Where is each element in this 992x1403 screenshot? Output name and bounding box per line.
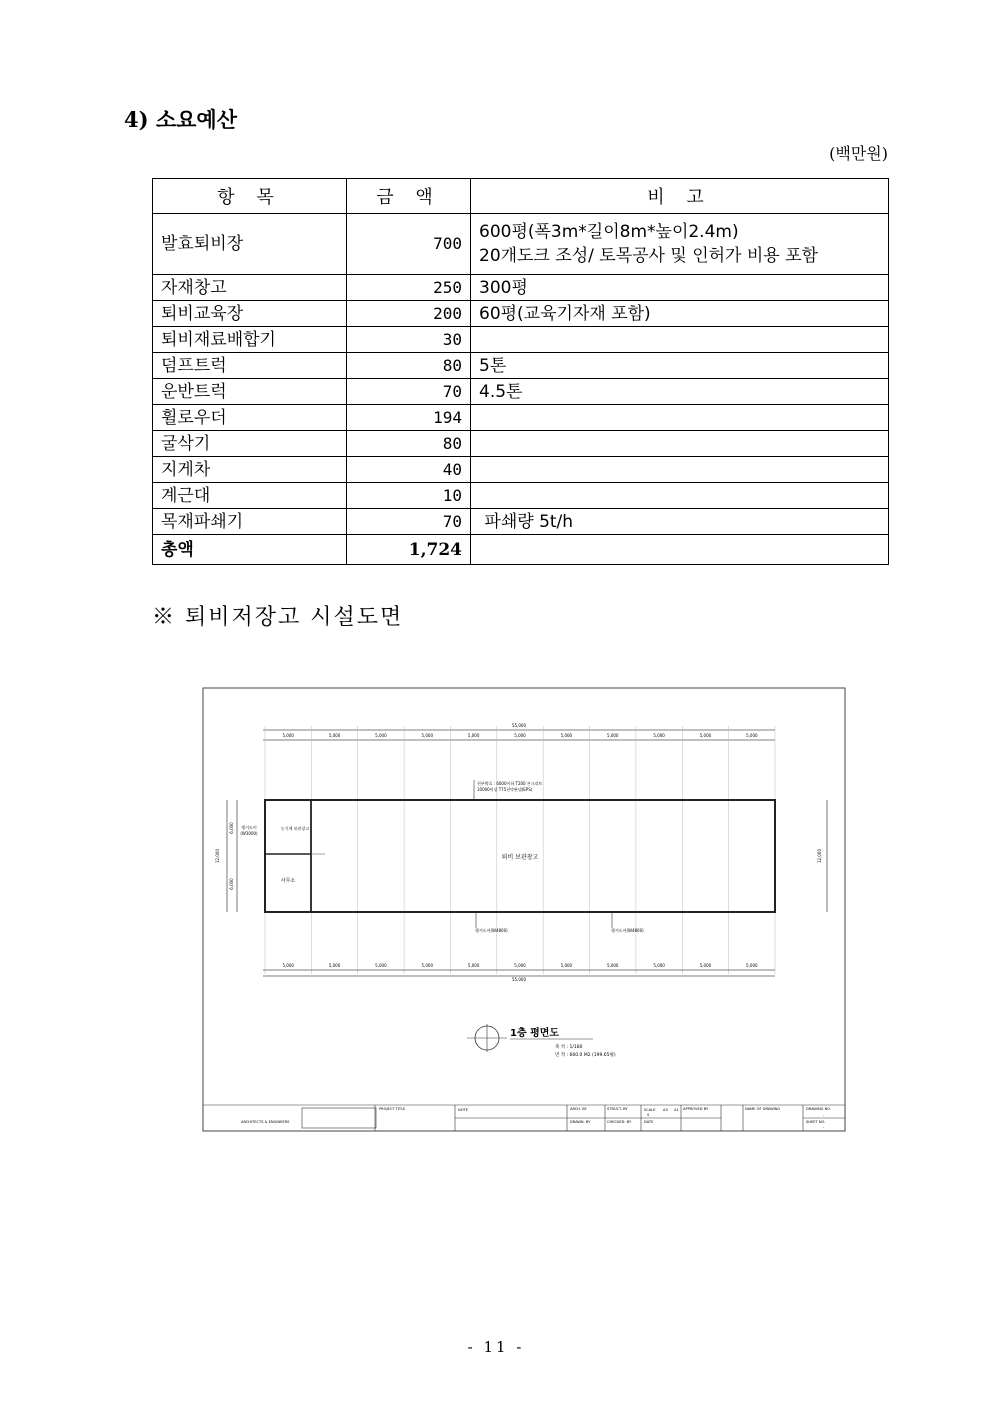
table-row [153,509,889,535]
tb-approved: APPROVED BY [683,1107,709,1111]
grid-lines [265,726,775,974]
bottom-bay-labels [282,963,758,968]
drawing-section-title: ※ 퇴비저장고 시설도면 [152,605,404,630]
bay-dim-label: 5,000 [467,733,480,738]
tb-s: S [647,1113,650,1117]
table-row [153,214,889,275]
bay-dim-label: 5,000 [328,733,341,738]
bay-dim-label: 5,000 [282,963,294,968]
bay-dim-label: 5,000 [746,733,758,738]
top-bay-labels [282,733,758,738]
left-side-dim: 12,000 [215,849,220,863]
bay-dim-label: 5,000 [421,733,433,738]
top-total-dim: 55,000 [512,723,526,728]
bottom-total-dim: 55,000 [512,977,526,982]
item-cell: 목재파쇄기 [153,509,347,535]
tb-a3: A3 [663,1108,668,1112]
bay-dim-label: 5,000 [514,733,526,738]
item-cell: 발효퇴비장 [153,214,347,275]
table-row [153,431,889,457]
bay-dim-label: 5,000 [607,733,619,738]
bay-dim-label: 5,000 [421,963,433,968]
total-note [471,535,889,565]
tb-scale: SCALE [644,1108,656,1112]
bay-dim-label: 5,000 [746,963,758,968]
bay-dim-label: 5,000 [467,963,480,968]
bay-dim-label: 5,000 [560,733,573,738]
bay-dim-label: 5,000 [514,963,526,968]
header-note: 비 고 [471,179,889,214]
bay-dim-label: 5,000 [699,733,712,738]
tb-name: NAME OF DRAWING [745,1107,781,1111]
tb-project: PROJECT TITLE [379,1107,406,1111]
note-cell [471,431,889,457]
table-header-row [153,179,889,214]
roof-note-1: 천부박료 : 6000이하 T200 콘크리트 [477,781,543,786]
table-row [153,457,889,483]
budget-table [152,178,889,565]
tb-arch: ARCH. BY [570,1107,587,1111]
bay-dim-label: 5,000 [699,963,712,968]
note-cell [471,327,889,353]
tb-sheet: SHEET NO. [806,1120,826,1124]
note-cell [471,483,889,509]
left-half-dim-1: 6,000 [229,822,234,834]
table-row [153,301,889,327]
left-half-dim-2: 6,000 [229,878,234,890]
table-row [153,405,889,431]
bay-dim-label: 5,000 [375,733,387,738]
roof-note-2: 10000이상 T75천막판넬(EPS) [477,787,533,792]
amount-cell: 30 [347,327,471,353]
right-side-dim: 12,000 [817,849,822,863]
item-cell: 자재창고 [153,275,347,301]
tb-dash-1: - [823,1113,825,1117]
tb-date: DATE [644,1120,654,1124]
section-heading: 4) 소요예산 [124,107,238,132]
bay-dim-label: 5,000 [653,733,665,738]
note-cell: 파쇄량 5t/h [471,509,889,535]
plan-scale: 축 척 : 1/180 [555,1045,583,1050]
note-cell: 300평 [471,275,889,301]
note-cell [471,214,889,275]
amount-cell: 10 [347,483,471,509]
table-row [153,353,889,379]
note-cell: 4.5톤 [471,379,889,405]
amount-cell: 70 [347,509,471,535]
note-cell [471,457,889,483]
unit-label: (백만원) [829,144,888,163]
amount-cell: 250 [347,275,471,301]
plan-title: 1층 평면도 [510,1028,560,1039]
note-line-2: 20개도크 조성/ 토목공사 및 인허가 비용 포함 [479,246,818,266]
amount-cell: 700 [347,214,471,275]
note-cell: 5톤 [471,353,889,379]
main-hall-label: 퇴비 보관창고 [501,854,539,861]
item-cell: 퇴비교육장 [153,301,347,327]
table-row [153,275,889,301]
table-row [153,327,889,353]
bottom-door-2: 행거도어(W4800) [611,928,644,933]
amount-cell: 40 [347,457,471,483]
tb-a1: A1 [674,1108,679,1112]
room-storage-label: 농기계 보관창고 [280,826,310,831]
amount-cell: 200 [347,301,471,327]
left-door-label: 행거도어 [241,825,257,830]
item-cell: 휠로우더 [153,405,347,431]
bay-dim-label: 5,000 [375,963,387,968]
total-row [153,535,889,565]
header-item: 항 목 [153,179,347,214]
floor-plan-drawing [175,656,847,1134]
item-cell: 지게차 [153,457,347,483]
page-number: - 11 - [467,1338,525,1356]
bay-dim-label: 5,000 [282,733,294,738]
left-door-size: (W3000) [240,831,258,836]
amount-cell: 194 [347,405,471,431]
tb-struct: STRUCT. BY [607,1107,628,1111]
note-cell: 60평(교육기자재 포함) [471,301,889,327]
tb-drawing-no: DRAWING NO. [806,1107,832,1111]
bay-dim-label: 5,000 [328,963,341,968]
item-cell: 계근대 [153,483,347,509]
room-office-label: 사무소 [280,878,296,884]
tb-firm: ARCHITECTS & ENGINEERS [241,1120,290,1124]
sheet-border [203,688,845,1131]
note-line-1: 600평(폭3m*길이8m*높이2.4m) [479,222,739,242]
amount-cell: 70 [347,379,471,405]
tb-note: NOTE [458,1108,468,1112]
header-amount: 금 액 [347,179,471,214]
bottom-door-1: 행거도어(W4800) [475,928,508,933]
bay-dim-label: 5,000 [560,963,573,968]
item-cell: 굴삭기 [153,431,347,457]
amount-cell: 80 [347,353,471,379]
plan-area: 면 적 : 660.0 M2 (199.65평) [555,1053,616,1058]
table-row [153,483,889,509]
item-cell: 운반트럭 [153,379,347,405]
item-cell: 덤프트럭 [153,353,347,379]
amount-cell: 80 [347,431,471,457]
tb-dash-2: - [823,1125,825,1129]
tb-checked: CHECKED. BY [607,1120,632,1124]
tb-drawn: DRAWN. BY [570,1120,591,1124]
total-amount: 1,724 [347,535,471,565]
bay-dim-label: 5,000 [653,963,665,968]
item-cell: 퇴비재료배합기 [153,327,347,353]
note-cell [471,405,889,431]
table-row [153,379,889,405]
bay-dim-label: 5,000 [607,963,619,968]
total-label: 총액 [153,535,347,565]
